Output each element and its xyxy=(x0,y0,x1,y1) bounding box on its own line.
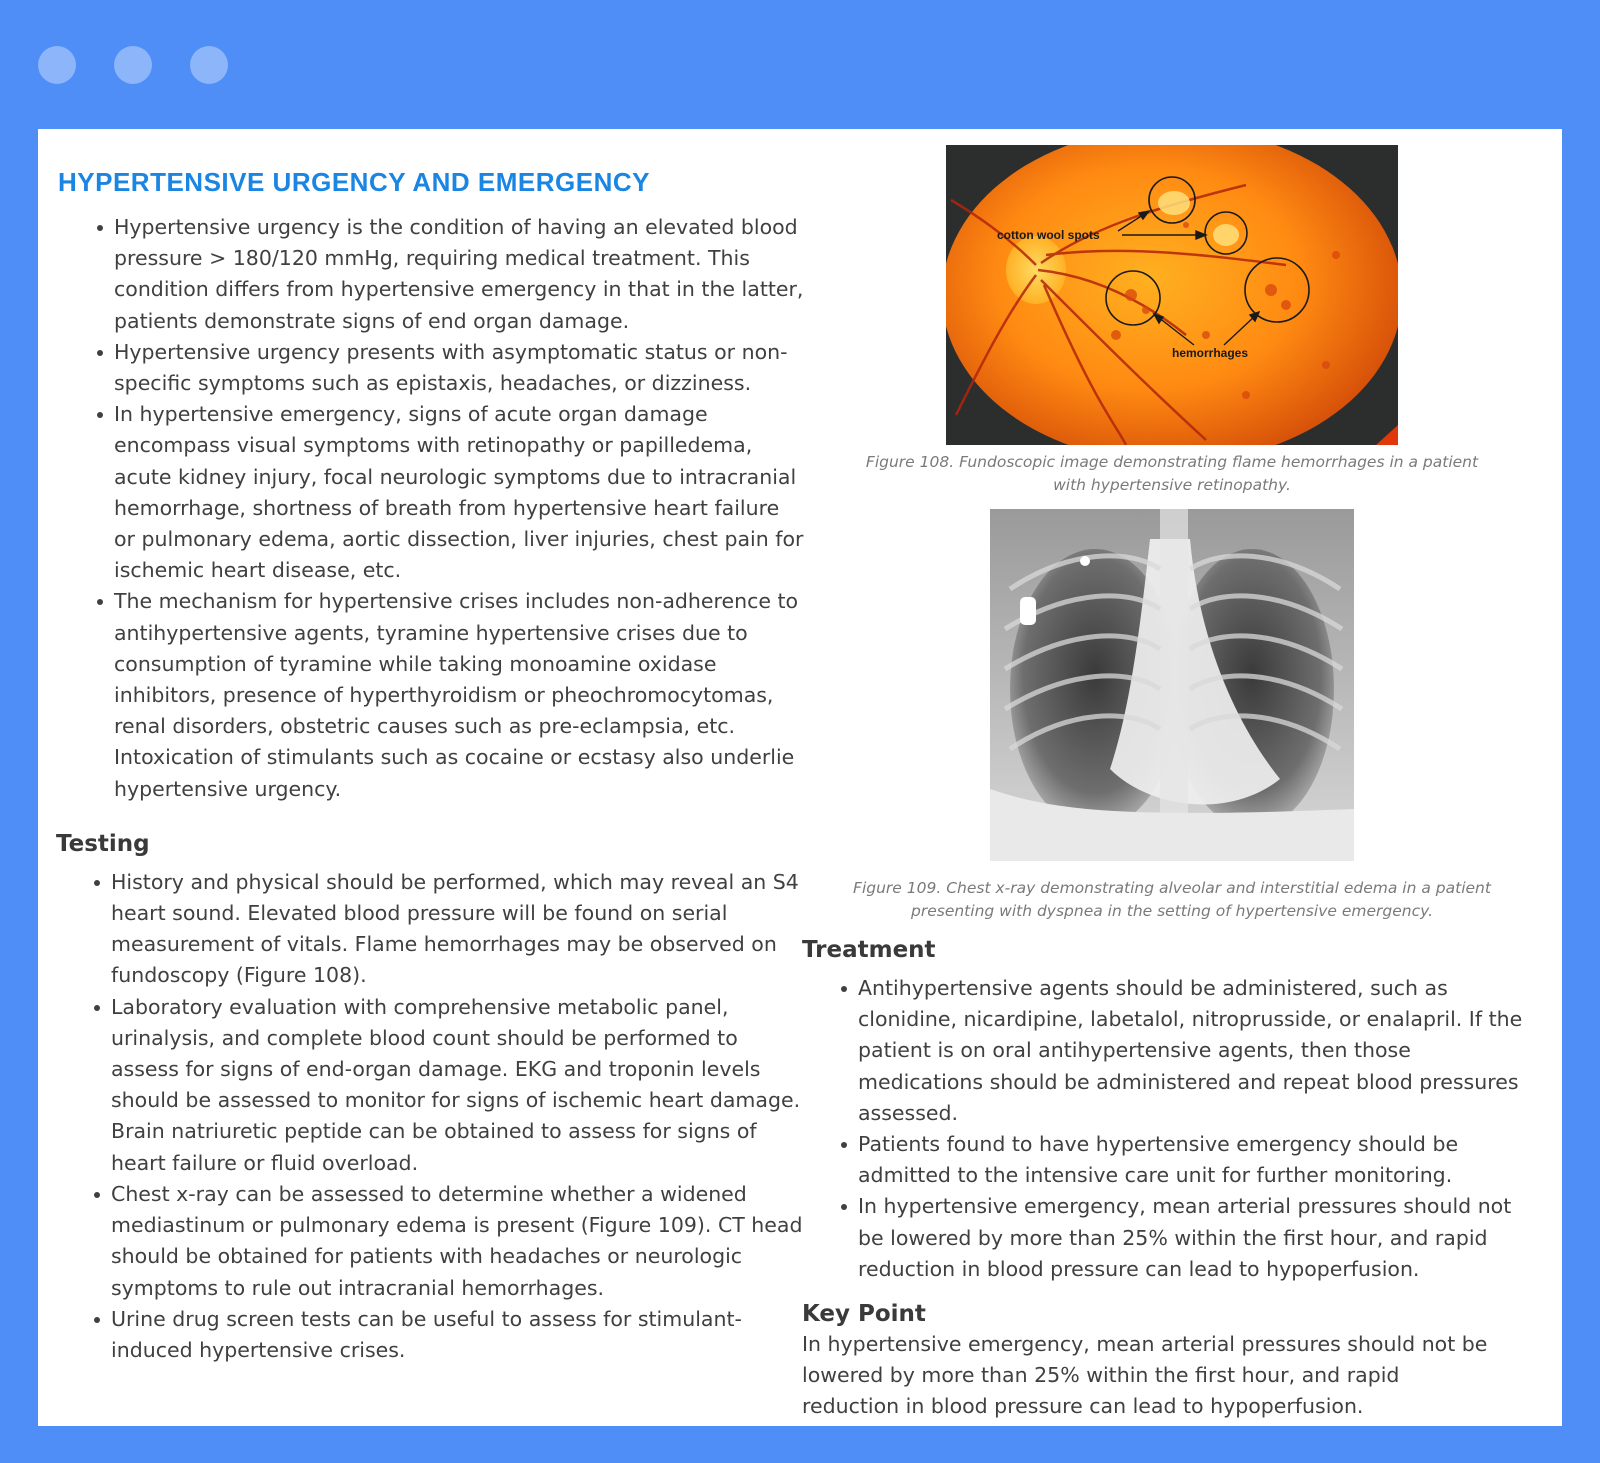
document-page xyxy=(38,129,1562,1426)
intro-list xyxy=(56,212,806,805)
figure-108-caption: Figure 108. Fundoscopic image demonstrating flame hemorrhages in a patient with hypertensive retinopathy. xyxy=(865,453,1479,494)
hemorrhages-label: hemorrhages xyxy=(1172,346,1249,360)
figure-109 xyxy=(802,509,1542,923)
figure-109-caption: Figure 109. Chest x-ray demonstrating alveolar and interstitial edema in a patient presenting with dyspnea in the setting of hypertensive emergency. xyxy=(853,879,1491,920)
window-dot-minimize[interactable] xyxy=(114,46,152,84)
fundoscopic-image xyxy=(946,145,1398,445)
treatment-list xyxy=(802,973,1542,1285)
list-item: The mechanism for hypertensive crises includes non-adherence to antihypertensive agents, tyramine hypertensive crises due to consumption of tyramine while taking monoamine oxidase inhibitors, presence of hyperthyroidism or pheochromocytomas, renal disorders, obstetric causes such as pre-eclampsia, etc. Intoxication of stimulants such as cocaine or ecstasy also underlie hypertensive urgency. xyxy=(114,586,806,804)
window-dot-maximize[interactable] xyxy=(190,46,228,84)
key-point-heading: Key Point xyxy=(802,1301,926,1328)
right-column xyxy=(802,145,1542,1423)
list-item: Urine drug screen tests can be useful to assess for stimulant-induced hypertensive crises. xyxy=(111,1304,806,1366)
list-item: Laboratory evaluation with comprehensive metabolic panel, urinalysis, and complete blood count should be performed to assess for signs of end-organ damage. EKG and troponin levels should be assessed to monitor for signs of ischemic heart damage. Brain natriuretic peptide can be obtained to assess for signs of heart failure or fluid overload. xyxy=(111,992,806,1179)
testing-heading: Testing xyxy=(56,830,150,857)
list-item: History and physical should be performed, which may reveal an S4 heart sound. Elevated blood pressure will be found on serial measurement of vitals. Flame hemorrhages may be observed on fundoscopy (Figure 108). xyxy=(111,867,806,992)
left-column xyxy=(56,167,806,1366)
cotton-wool-label: cotton wool spots xyxy=(997,228,1100,242)
treatment-heading: Treatment xyxy=(802,937,936,963)
list-item: Chest x-ray can be assessed to determine whether a widened mediastinum or pulmonary edema is present (Figure 109). CT head should be obtained for patients with headaches or neurologic symptoms to rule out intracranial hemorrhages. xyxy=(111,1179,806,1304)
figure-108 xyxy=(802,145,1542,497)
list-item: Patients found to have hypertensive emergency should be admitted to the intensive care unit for further monitoring. xyxy=(858,1129,1542,1191)
list-item: Hypertensive urgency presents with asymptomatic status or non-specific symptoms such as epistaxis, headaches, or dizziness. xyxy=(114,337,806,399)
key-point-body: In hypertensive emergency, mean arterial pressures should not be lowered by more than 25% within the first hour, and rapid reduction in blood pressure can lead to hypoperfusion. xyxy=(802,1332,1488,1419)
list-item: In hypertensive emergency, mean arterial pressures should not be lowered by more than 25% within the first hour, and rapid reduction in blood pressure can lead to hypoperfusion. xyxy=(858,1191,1542,1285)
testing-list xyxy=(56,867,806,1366)
page-title: HYPERTENSIVE URGENCY AND EMERGENCY xyxy=(58,167,650,197)
list-item: Hypertensive urgency is the condition of having an elevated blood pressure > 180/120 mmHg, requiring medical treatment. This condition differs from hypertensive emergency in that in the latter, patients demonstrate signs of end organ damage. xyxy=(114,212,806,337)
list-item: Antihypertensive agents should be administered, such as clonidine, nicardipine, labetalol, nitroprusside, or enalapril. If the patient is on oral antihypertensive agents, then those medications should be administered and repeat blood pressures assessed. xyxy=(858,973,1542,1129)
chest-xray-image xyxy=(990,509,1354,861)
list-item: In hypertensive emergency, signs of acute organ damage encompass visual symptoms with retinopathy or papilledema, acute kidney injury, focal neurologic symptoms due to intracranial hemorrhage, shortness of breath from hypertensive heart failure or pulmonary edema, aortic dissection, liver injuries, chest pain for ischemic heart disease, etc. xyxy=(114,399,806,586)
window-dot-close[interactable] xyxy=(38,46,76,84)
